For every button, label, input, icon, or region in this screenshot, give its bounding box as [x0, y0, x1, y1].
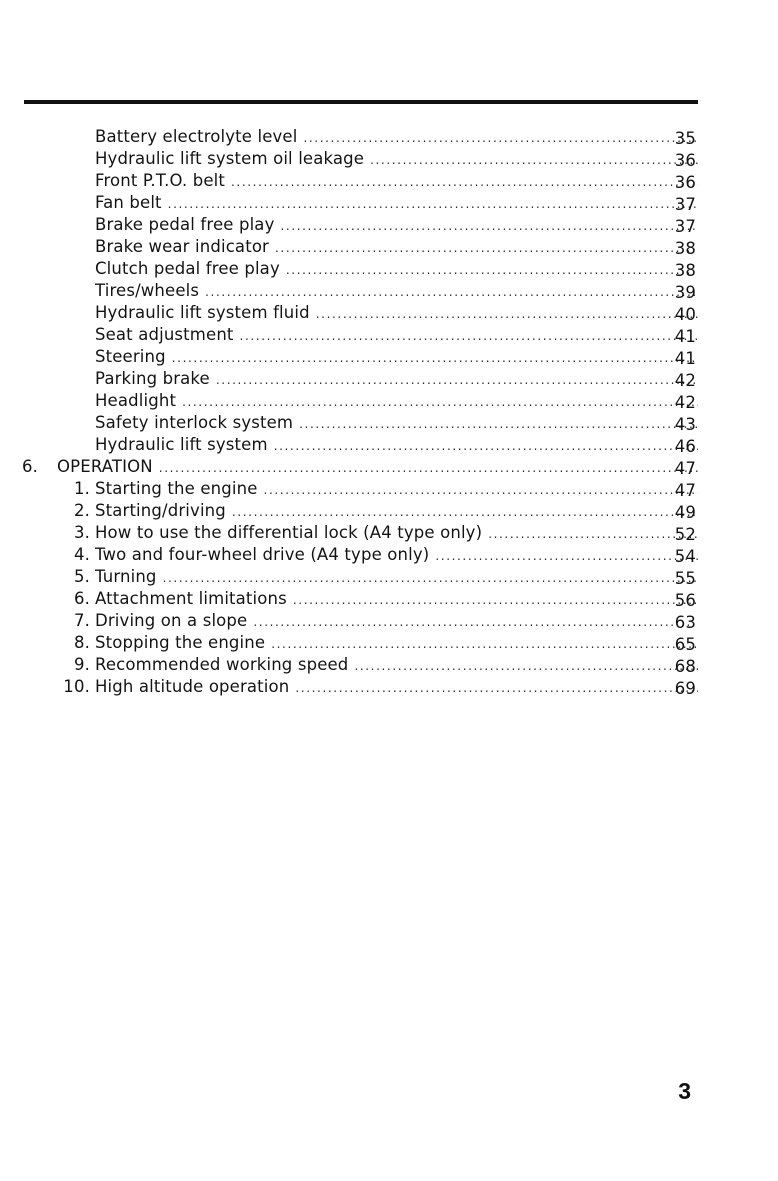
toc-entry [0, 302, 778, 324]
dot-leader [370, 149, 698, 171]
toc-entry [0, 346, 778, 368]
dot-leader [253, 611, 698, 633]
toc-entry [0, 632, 778, 654]
toc-entry-title: Battery electrolyte level [95, 127, 298, 146]
toc-entry-number: 7. [73, 611, 90, 630]
toc-entry [0, 588, 778, 610]
toc-entry [0, 192, 778, 214]
dot-leader [299, 413, 698, 435]
toc-entry-title: Hydraulic lift system [95, 435, 268, 454]
dot-leader [293, 589, 698, 611]
toc-entry-page: 46 [674, 437, 696, 456]
table-of-contents [0, 126, 778, 698]
toc-entry [0, 412, 778, 434]
dot-leader [240, 325, 698, 347]
toc-entry [0, 368, 778, 390]
toc-section-title: OPERATION [57, 457, 153, 476]
toc-section-number: 6. [22, 457, 39, 476]
toc-entry-title: Hydraulic lift system oil leakage [95, 149, 365, 168]
toc-entry-number: 4. [73, 545, 90, 564]
toc-entry-number: 2. [73, 501, 90, 520]
toc-entry-title: Two and four-wheel drive (A4 type only) [95, 545, 430, 564]
toc-entry-page: 35 [674, 129, 696, 148]
toc-entry-page: 47 [674, 459, 696, 478]
dot-leader [271, 633, 698, 655]
toc-entry-page: 52 [674, 525, 696, 544]
toc-entry-number: 5. [73, 567, 90, 586]
toc-entry [0, 522, 778, 544]
toc-entry-page: 55 [674, 569, 696, 588]
dot-leader [182, 391, 698, 413]
toc-entry [0, 258, 778, 280]
header-rule [24, 100, 698, 104]
dot-leader [159, 457, 698, 479]
toc-entry [0, 324, 778, 346]
toc-entry-title: Starting the engine [95, 479, 258, 498]
toc-entry-title: Steering [95, 347, 166, 366]
toc-entry-number: 9. [73, 655, 90, 674]
toc-entry-title: Starting/driving [95, 501, 226, 520]
dot-leader [316, 303, 698, 325]
toc-entry [0, 478, 778, 500]
toc-entry-title: Seat adjustment [95, 325, 234, 344]
dot-leader [163, 567, 698, 589]
toc-entry [0, 280, 778, 302]
toc-entry [0, 170, 778, 192]
toc-entry-number: 1. [73, 479, 90, 498]
toc-entry [0, 434, 778, 456]
toc-entry [0, 148, 778, 170]
toc-entry-page: 63 [674, 613, 696, 632]
toc-entry-title: Turning [95, 567, 157, 586]
toc-entry [0, 544, 778, 566]
dot-leader [168, 193, 698, 215]
toc-entry-title: Hydraulic lift system fluid [95, 303, 310, 322]
dot-leader [216, 369, 698, 391]
toc-entry-title: Recommended working speed [95, 655, 349, 674]
toc-entry [0, 126, 778, 148]
dot-leader [435, 545, 698, 567]
dot-leader [264, 479, 698, 501]
toc-entry-number: 3. [73, 523, 90, 542]
dot-leader [231, 171, 698, 193]
toc-entry-number: 8. [73, 633, 90, 652]
toc-entry-page: 41 [674, 349, 696, 368]
toc-entry-page: 54 [674, 547, 696, 566]
toc-entry-page: 37 [674, 217, 696, 236]
toc-entry [0, 654, 778, 676]
toc-entry-title: High altitude operation [95, 677, 290, 696]
toc-entry-title: Safety interlock system [95, 413, 294, 432]
toc-entry-page: 37 [674, 195, 696, 214]
dot-leader [232, 501, 698, 523]
toc-entry-page: 41 [674, 327, 696, 346]
dot-leader [172, 347, 698, 369]
toc-entry-title: How to use the differential lock (A4 type only) [95, 523, 483, 542]
toc-entry [0, 566, 778, 588]
toc-entry [0, 236, 778, 258]
toc-entry-page: 38 [674, 261, 696, 280]
toc-entry-page: 68 [674, 657, 696, 676]
dot-leader [295, 677, 698, 699]
toc-entry [0, 676, 778, 698]
dot-leader [286, 259, 698, 281]
toc-entry [0, 610, 778, 632]
toc-entry-number: 10. [63, 677, 90, 696]
toc-entry-page: 69 [674, 679, 696, 698]
toc-entry-title: Brake wear indicator [95, 237, 269, 256]
toc-entry-page: 40 [674, 305, 696, 324]
toc-entry-page: 42 [674, 371, 696, 390]
toc-entry-page: 38 [674, 239, 696, 258]
dot-leader [205, 281, 698, 303]
dot-leader [303, 127, 698, 149]
toc-entry-page: 36 [674, 173, 696, 192]
toc-section-heading [0, 456, 778, 478]
toc-entry [0, 500, 778, 522]
dot-leader [275, 237, 698, 259]
toc-entry-number: 6. [73, 589, 90, 608]
toc-entry [0, 390, 778, 412]
toc-entry-title: Front P.T.O. belt [95, 171, 226, 190]
toc-entry-page: 49 [674, 503, 696, 522]
toc-entry-title: Parking brake [95, 369, 210, 388]
toc-entry-title: Clutch pedal free play [95, 259, 280, 278]
page-number: 3 [678, 1078, 691, 1104]
toc-entry-title: Fan belt [95, 193, 162, 212]
toc-entry-page: 42 [674, 393, 696, 412]
toc-entry-page: 36 [674, 151, 696, 170]
dot-leader [274, 435, 698, 457]
toc-entry-page: 43 [674, 415, 696, 434]
toc-entry-title: Stopping the engine [95, 633, 266, 652]
toc-entry-title: Attachment limitations [95, 589, 287, 608]
toc-entry [0, 214, 778, 236]
dot-leader [354, 655, 698, 677]
toc-entry-title: Headlight [95, 391, 177, 410]
toc-entry-page: 56 [674, 591, 696, 610]
toc-entry-title: Driving on a slope [95, 611, 248, 630]
toc-entry-title: Brake pedal free play [95, 215, 275, 234]
toc-entry-title: Tires/wheels [95, 281, 200, 300]
toc-entry-page: 65 [674, 635, 696, 654]
dot-leader [280, 215, 698, 237]
toc-entry-page: 47 [674, 481, 696, 500]
toc-entry-page: 39 [674, 283, 696, 302]
